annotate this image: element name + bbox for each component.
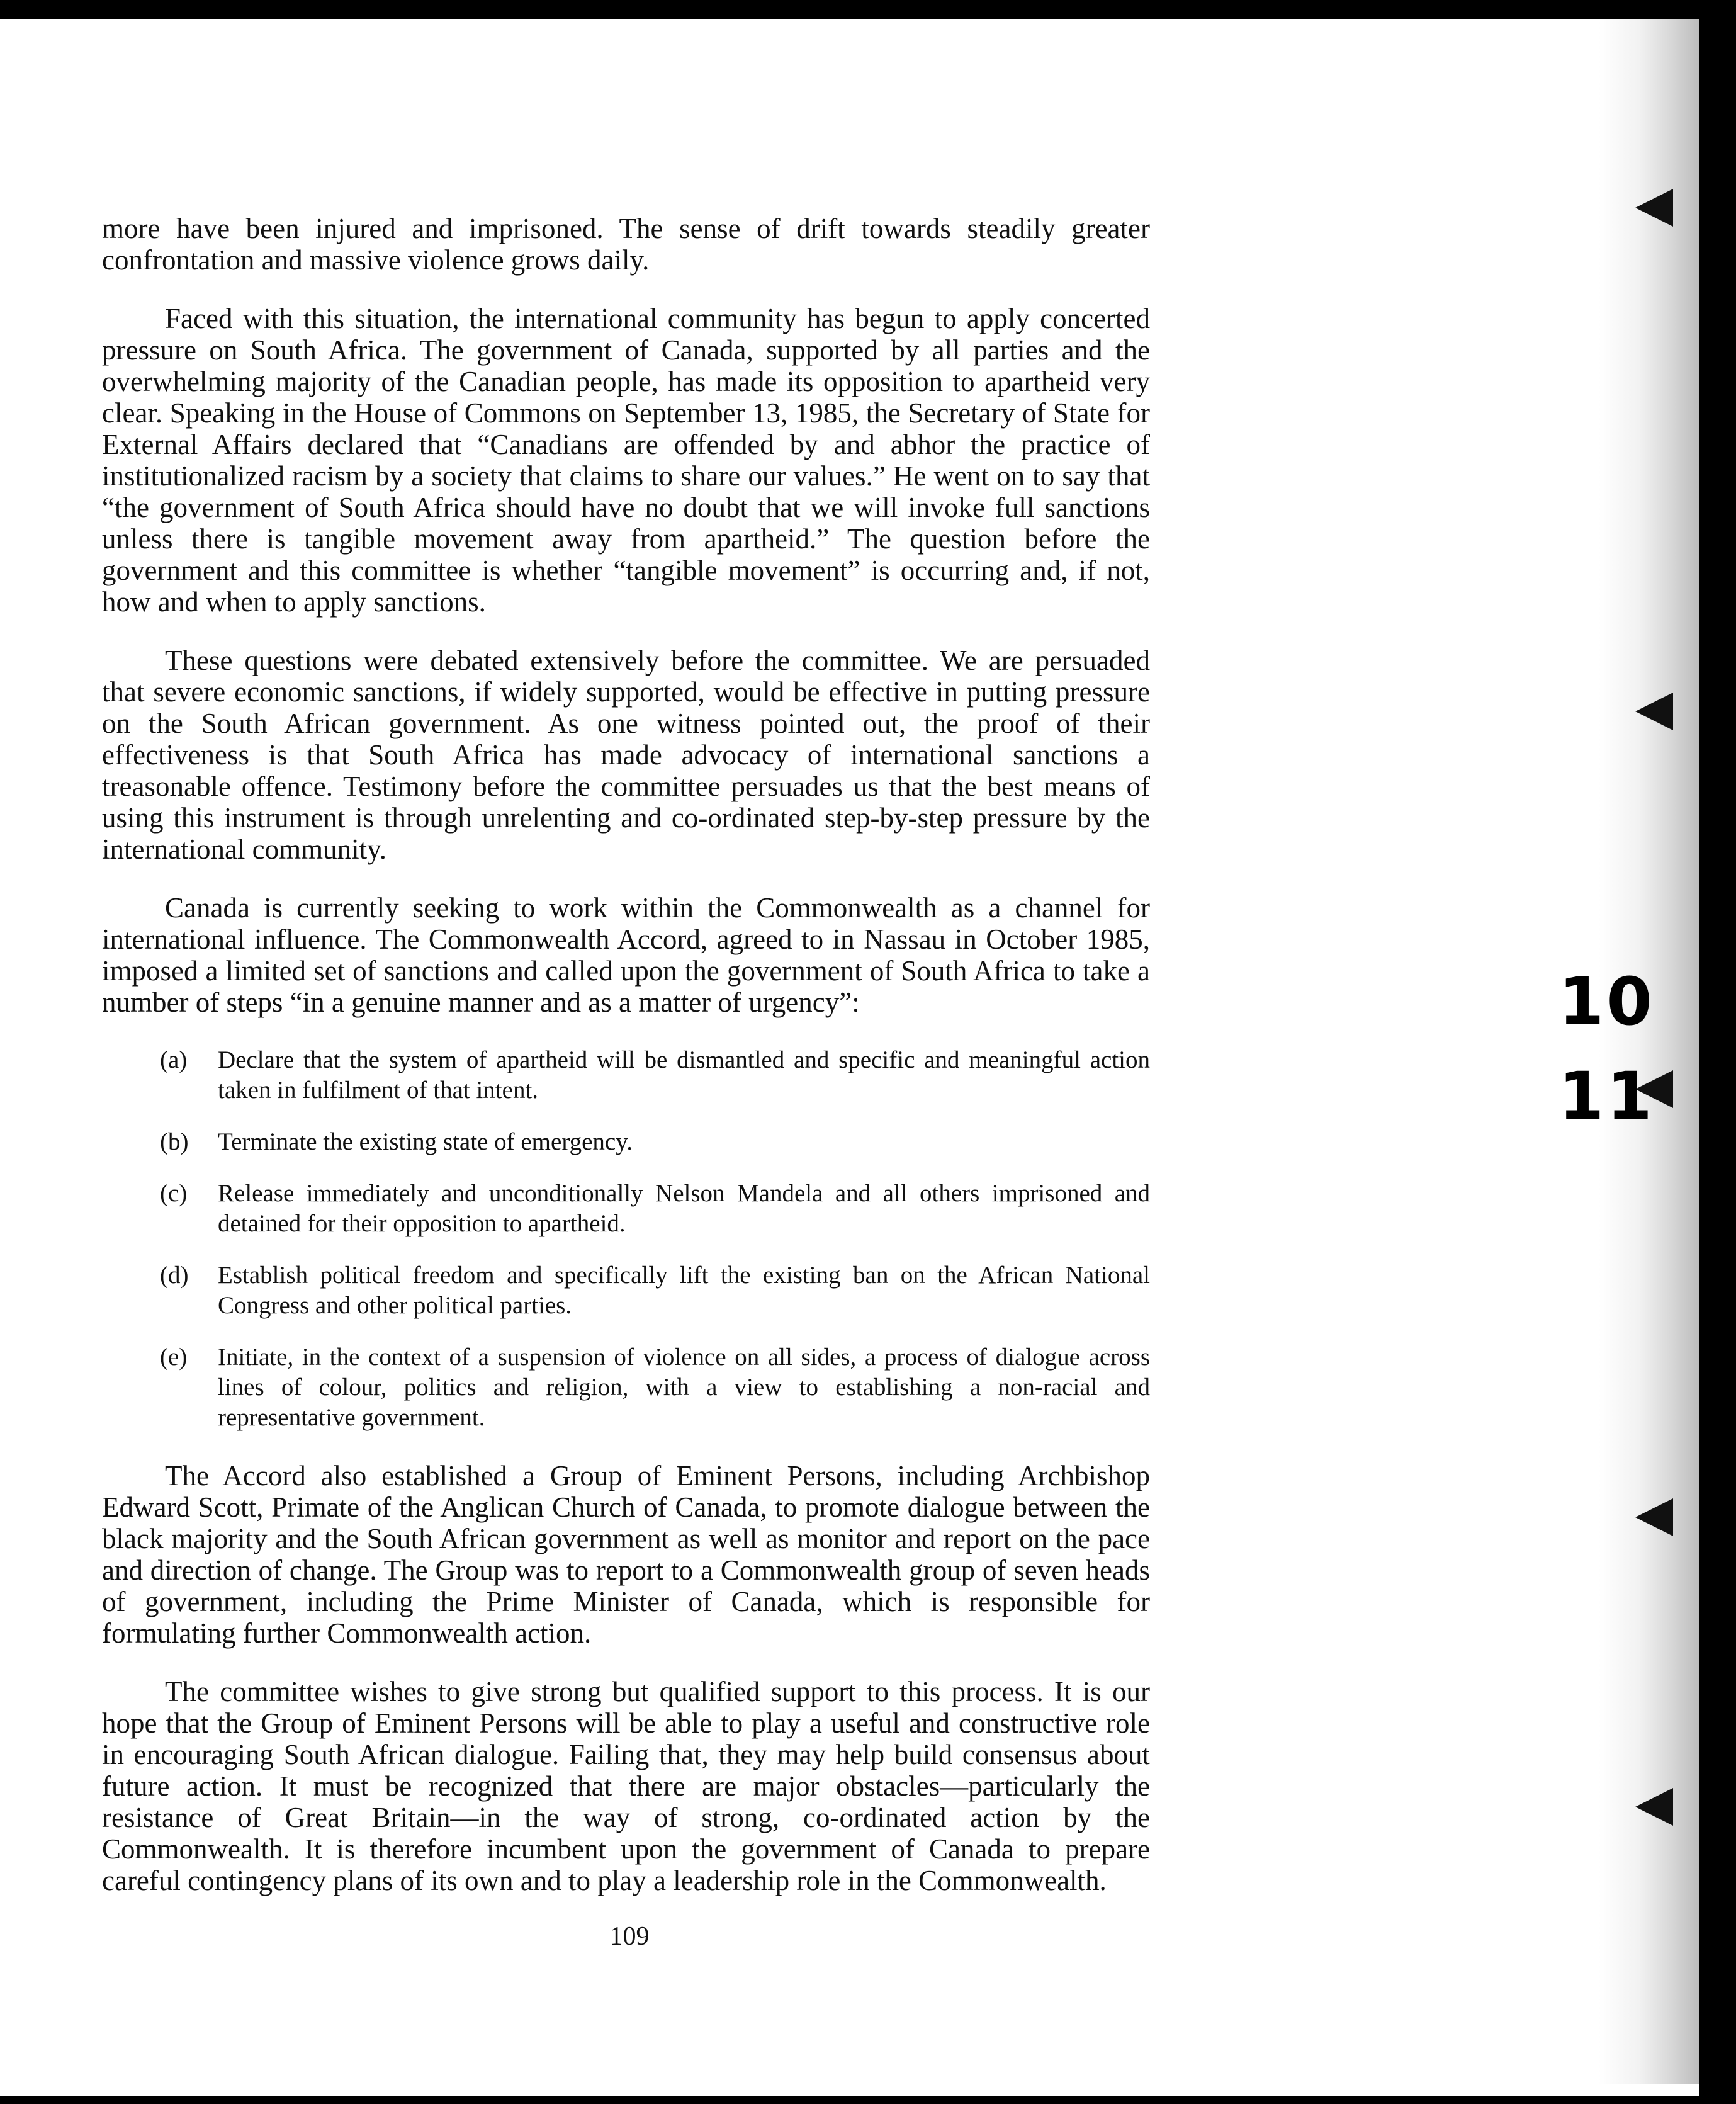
- list-item: [102, 1260, 1150, 1321]
- body-text: [102, 213, 1150, 1923]
- list-item: [102, 1127, 1150, 1157]
- index-tab-notch: [1635, 693, 1673, 730]
- list-marker: (e): [160, 1343, 188, 1371]
- paragraph: These questions were debated extensively before the committee. We are persuaded that severe economic sanctions, if widely supported, would be effective in putting pressure on the South African government. As one witness pointed out, the proof of their effectiveness is that South Africa has made advocacy of international sanctions a treasonable offence. Testimony before the committee persuades us that the best means of using this instrument is through unrelenting and co-ordinated step-by-step pressure by the international community.: [102, 645, 1150, 865]
- page-number: 109: [609, 1922, 650, 1951]
- index-tab-notch: [1635, 1788, 1673, 1826]
- tab-label-10: 10: [1558, 963, 1655, 1040]
- list-item-text: Declare that the system of apartheid will be dismantled and specific and meaningful action taken in fulfilment of that intent.: [218, 1046, 1150, 1104]
- list-marker: (d): [160, 1262, 189, 1289]
- paragraph: more have been injured and imprisoned. The sense of drift towards steadily greater confrontation and massive violence grows daily.: [102, 213, 1150, 276]
- tab-label-11: 11: [1558, 1058, 1655, 1134]
- accord-steps-list: [102, 1045, 1150, 1433]
- list-item-text: Release immediately and unconditionally Nelson Mandela and all others imprisoned and detained for their opposition to apartheid.: [218, 1180, 1150, 1237]
- index-tab-notch: [1635, 1498, 1673, 1536]
- list-marker: (c): [160, 1180, 188, 1207]
- list-item: [102, 1179, 1150, 1239]
- list-item: [102, 1045, 1150, 1106]
- list-item: [102, 1342, 1150, 1433]
- list-item-text: Establish political freedom and specifically lift the existing ban on the African National Congress and other political parties.: [218, 1262, 1150, 1319]
- page-edge-shadow: [1599, 19, 1699, 2084]
- paragraph: Canada is currently seeking to work within the Commonwealth as a channel for international influence. The Commonwealth Accord, agreed to in Nassau in October 1985, imposed a limited set of sanctions and called upon the government of South Africa to take a number of steps “in a genuine manner and as a matter of urgency”:: [102, 892, 1150, 1018]
- paragraph: The Accord also established a Group of Eminent Persons, including Archbishop Edward Scott, Primate of the Anglican Church of Canada, to promote dialogue between the black majority and the South African government as well as monitor and report on the pace and direction of change. The Group was to report to a Commonwealth group of seven heads of government, including the Prime Minister of Canada, which is responsible for formulating further Commonwealth action.: [102, 1460, 1150, 1649]
- list-marker: (b): [160, 1128, 189, 1155]
- paragraph: Faced with this situation, the international community has begun to apply concerted pressure on South Africa. The government of Canada, supported by all parties and the overwhelming majority of the Canadian people, has made its opposition to apartheid very clear. Speaking in the House of Commons on September 13, 1985, the Secretary of State for External Affairs declared that “Canadians are offended by and abhor the practice of institutionalized racism by a society that claims to share our values.” He went on to say that “the government of South Africa should have no doubt that we will invoke full sanctions unless there is tangible movement away from apartheid.” The question before the government and this committee is whether “tangible movement” is occurring and, if not, how and when to apply sanctions.: [102, 303, 1150, 618]
- index-tab-notch: [1635, 189, 1673, 227]
- list-item-text: Terminate the existing state of emergency.: [218, 1128, 633, 1155]
- list-marker: (a): [160, 1046, 188, 1073]
- list-item-text: Initiate, in the context of a suspension of violence on all sides, a process of dialogue across lines of colour, politics and religion, with a view to establishing a non-racial and representative government.: [218, 1343, 1150, 1431]
- paragraph: The committee wishes to give strong but qualified support to this process. It is our hope that the Group of Eminent Persons will be able to play a useful and constructive role in encouraging South African dialogue. Failing that, they may help build consensus about future action. It must be recognized that there are major obstacles—particularly the resistance of Great Britain—in the way of strong, co-ordinated action by the Commonwealth. It is therefore incumbent upon the government of Canada to prepare careful contingency plans of its own and to play a leadership role in the Commonwealth.: [102, 1676, 1150, 1896]
